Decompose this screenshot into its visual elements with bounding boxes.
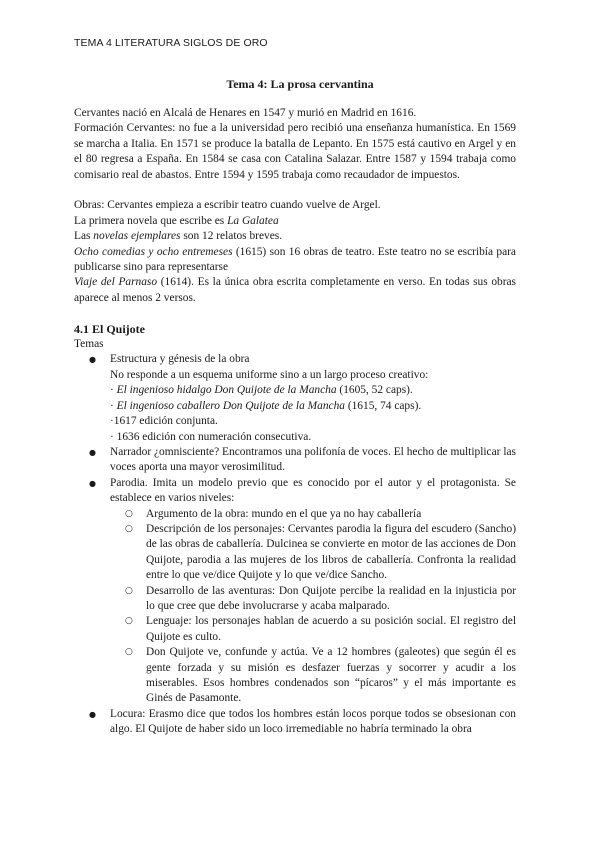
parodia-subitem: ○ Descripción de los personajes: Cervantes parodia la figura del escudero (Sancho) de las obras de caballería. Dulcinea se convierte en motor de las acciones de Don Quijote, parodia a las mujeres de los libros de caballería. Confronta la realidad entre lo que ve/dice Quijote y lo que ve/dice Sancho. xyxy=(110,522,516,584)
estructura-item-2: · El ingenioso caballero Don Quijote de la Mancha (1615, 74 caps). xyxy=(110,399,422,412)
intro-paragraph-2: Formación Cervantes: no fue a la universidad pero recibió una enseñanza humanística. En 1569 se marcha a Italia. En 1571 se produce la batalla de Lepanto. En 1575 está cautivo en Argel y en el 80 regresa a España. En 1584 se casa con Catalina Salazar. Entre 1587 y 1594 trabaja como comisario real de abastos. Entre 1594 y 1595 trabaja como recaudador de impuestos. xyxy=(74,122,516,181)
parodia-subitem: ○ Don Quijote ve, confunde y actúa. Ve a 12 hombres (galeotes) que según él es gente forzada y su misión es desfazer fuerzas y socorrer y acudir a los miserables. Esos hombres condenados son “pícaros” y el más importante es Ginés de Pasamonte. xyxy=(110,645,516,707)
comedias-line: Ocho comedias y ocho entremeses (1615) son 16 obras de teatro. Este teatro no se escribía para publicarse sino para representarse xyxy=(74,245,516,274)
galatea-line: La primera novela que escribe es La Galatea xyxy=(74,214,279,227)
temas-label: Temas xyxy=(74,338,104,351)
list-item-locura: ● Locura: Erasmo dice que todos los hombres están locos porque todos se obsesionan con algo. El Quijote de haber sido un loco irremediable no habría terminado la obra xyxy=(74,707,516,738)
section-heading-quijote: 4.1 El Quijote xyxy=(74,321,145,336)
estructura-item-4: · 1636 edición con numeración consecutiva. xyxy=(110,430,312,443)
list-item-narrador: ● Narrador ¿omnisciente? Encontramos una polifonía de voces. El hecho de multiplicar las voces aporta una mayor verosimilitud. xyxy=(74,445,516,476)
parodia-subitem: ○ Argumento de la obra: mundo en el que ya no hay caballería xyxy=(110,507,516,522)
parodia-sublist xyxy=(74,507,516,707)
page-title: Tema 4: La prosa cervantina xyxy=(226,77,374,91)
list-item-estructura: ● Estructura y génesis de la obra No responde a un esquema uniforme sino a un largo proceso creativo: · El ingenioso hidalgo Don Quijote de la Mancha (1605, 52 caps). · El ingenioso caballero Don Quijote de la Mancha (1615, 74 caps). ·1617 edición conjunta. · 1636 edición con numeración consecutiva. xyxy=(74,352,516,444)
novelas-line: Las novelas ejemplares son 12 relatos breves. xyxy=(74,230,283,243)
parodia-subitem: ○ Desarrollo de las aventuras: Don Quijote percibe la realidad en la injusticia por lo que cree que debe involucrarse y acaba malparado. xyxy=(110,584,516,615)
parodia-subitem: ○ Lenguaje: los personajes hablan de acuerdo a su posición social. El registro del Quijote es culto. xyxy=(110,614,516,645)
obras-paragraph: Obras: Cervantes empieza a escribir teatro cuando vuelve de Argel. xyxy=(74,199,381,212)
viaje-line: Viaje del Parnaso (1614). Es la única obra escrita completamente en verso. En todas sus obras aparece al menos 2 versos. xyxy=(74,276,516,304)
estructura-item-3: ·1617 edición conjunta. xyxy=(110,415,218,428)
intro-paragraph-1: Cervantes nació en Alcalá de Henares en 1547 y murió en Madrid en 1616. xyxy=(74,107,417,119)
estructura-item-1: · El ingenioso hidalgo Don Quijote de la Mancha (1605, 52 caps). xyxy=(110,384,413,397)
temas-list-continued xyxy=(74,707,516,738)
page-header: TEMA 4 LITERATURA SIGLOS DE ORO xyxy=(74,37,268,49)
list-item-parodia: ● Parodia. Imita un modelo previo que es conocido por el autor y el protagonista. Se establece en varios niveles: xyxy=(74,476,516,507)
temas-list xyxy=(74,352,516,506)
document-body xyxy=(74,106,516,738)
